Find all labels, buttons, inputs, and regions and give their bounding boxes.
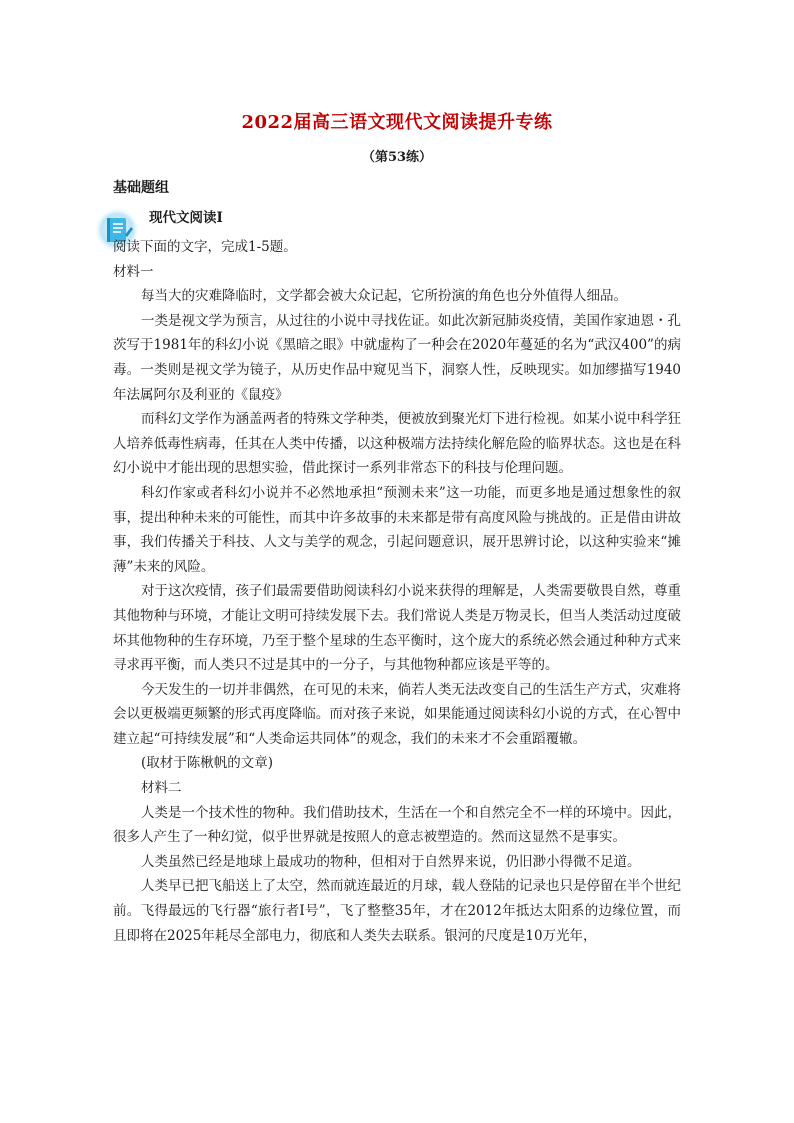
group-label: 基础题组 [113,180,169,196]
section-heading: 现代文阅读Ⅰ [149,210,223,226]
paragraph: 一类是视文学为预言，从过往的小说中寻找佐证。如此次新冠肺炎疫情，美国作家迪恩・孔茨写于1981年的科幻小说《黑暗之眼》中就虚构了一种会在2020年蔓延的名为“武汉400”的病毒。一类则是视文学为镜子，从历史作品中窥见当下，洞察人性，反映现实。如加缪描写1940年法属阿尔及利亚的《鼠疫》 [113,312,681,403]
paragraph: 科幻作家或者科幻小说并不必然地承担“预测未来”这一功能，而更多地是通过想象性的叙事，提出种种未来的可能性，而其中许多故事的未来都是带有高度风险与挑战的。正是借由讲故事，我们传播关于科技、人文与美学的观念，引起问题意识，展开思辨讨论，以这种实验来“摊薄”未来的风险。 [113,484,681,575]
paragraph: 人类早已把飞船送上了太空，然而就连最近的月球，载人登陆的记录也只是停留在半个世纪前。飞得最远的飞行器“旅行者Ⅰ号”，飞了整整35年，才在2012年抵达太阳系的边缘位置，而且即将在2025年耗尽全部电力，彻底和人类失去联系。银河的尺度是10万光年， [113,878,681,944]
paragraph: 阅读下面的文字，完成1-5题。 [113,239,297,255]
paragraph: 今天发生的一切并非偶然，在可见的未来，倘若人类无法改变自己的生活生产方式，灾难将会以更极端更频繁的形式再度降临。而对孩子来说，如果能通过阅读科幻小说的方式，在心智中建立起“可持续发展”和“人类命运共同体”的观念，我们的未来才不会重蹈覆辙。 [113,681,681,747]
article-body [113,235,681,948]
paragraph: 人类虽然已经是地球上最成功的物种，但相对于自然界来说，仍旧渺小得微不足道。 [141,853,641,870]
paragraph: 材料一 [113,263,154,280]
paragraph: 而科幻文学作为涵盖两者的特殊文学种类，便被放到聚光灯下进行检视。如某小说中科学狂人培养低毒性病毒，任其在人类中传播，以这种极端方法持续化解危险的临界状态。这也是在科幻小说中才能出现的思想实验，借此探讨一系列非常态下的科技与伦理问题。 [113,411,681,477]
paragraph: (取材于陈楸帆的文章) [141,755,274,772]
page-title: 2022届高三语文现代文阅读提升专练 [241,112,553,133]
paragraph: 人类是一个技术性的物种。我们借助技术，生活在一个和自然完全不一样的环境中。因此，很多人产生了一种幻觉，似乎世界就是按照人的意志被塑造的。然而这显然不是事实。 [113,804,681,846]
page-subtitle: （第53练） [361,150,433,165]
paragraph: 对于这次疫情，孩子们最需要借助阅读科幻小说来获得的理解是，人类需要敬畏自然，尊重其他物种与环境，才能让文明可持续发展下去。我们常说人类是万物灵长，但当人类活动过度破坏其他物种的生存环境，乃至于整个星球的生态平衡时，这个庞大的系统必然会通过种种方式来寻求再平衡，而人类只不过是其中的一分子，与其他物种都应该是平等的。 [113,583,681,674]
paragraph: 每当大的灾难降临时，文学都会被大众记起，它所扮演的角色也分外值得人细品。 [141,288,627,305]
paragraph: 材料二 [141,780,182,797]
